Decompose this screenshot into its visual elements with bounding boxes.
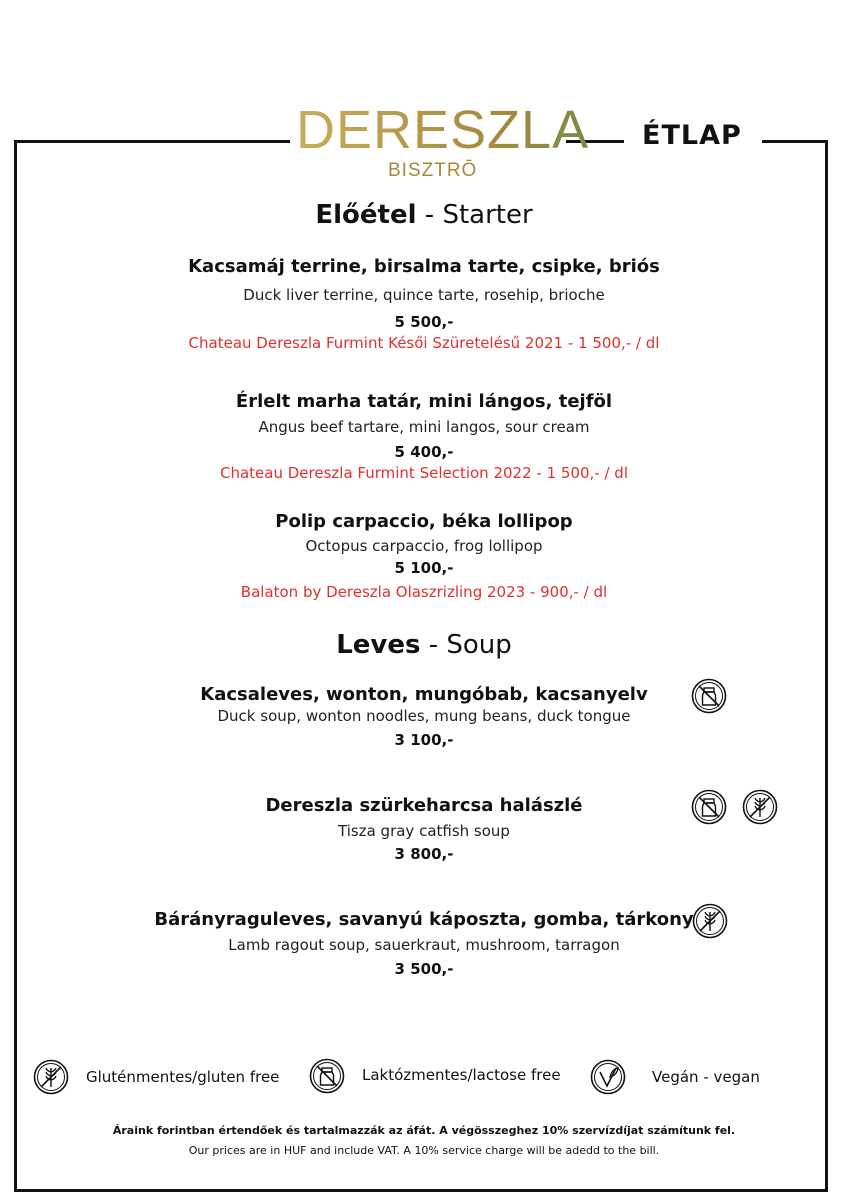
brand-logo — [296, 100, 590, 190]
dish-name: Polip carpaccio, béka lollipop — [275, 511, 573, 532]
dish-name: Bárányraguleves, savanyú káposzta, gomba, tárkony — [154, 909, 694, 930]
wine-pairing: Chateau Dereszla Furmint Késői Szüretelésű 2021 - 1 500,- / dl — [188, 334, 660, 352]
dish-name: Dereszla szürkeharcsa halászlé — [265, 795, 583, 816]
dish-name: Kacsaleves, wonton, mungóbab, kacsanyelv — [200, 684, 648, 705]
dish-price: 3 100,- — [394, 731, 454, 749]
brand-wordmark: DERESZLA — [296, 100, 590, 160]
dish-price: 3 500,- — [394, 960, 454, 978]
legend-gluten-free: Gluténmentes/gluten free — [86, 1068, 280, 1086]
dish-description: Angus beef tartare, mini langos, sour cream — [258, 418, 590, 436]
dish-price: 3 800,- — [394, 845, 454, 863]
gluten-free-icon — [742, 789, 778, 825]
section-title-soup — [0, 630, 848, 660]
section-title-separator: - — [416, 200, 443, 230]
gluten-free-icon — [692, 903, 728, 939]
vegan-icon — [590, 1059, 626, 1095]
footer-note-hu: Áraink forintban értendőek és tartalmazzák az áfát. A végösszeghez 10% szervízdíjat számítunk fel. — [112, 1124, 736, 1137]
section-title-en: Starter — [442, 200, 533, 230]
dish-description: Tisza gray catfish soup — [338, 822, 510, 840]
section-title-hu: Leves — [336, 630, 421, 660]
brand-subtitle: BISZTRŌ — [388, 160, 478, 181]
lactose-free-icon — [309, 1058, 345, 1094]
dish-price: 5 400,- — [394, 443, 454, 461]
legend-lactose-free: Laktózmentes/lactose free — [362, 1066, 561, 1084]
frame-top-right — [762, 140, 828, 143]
frame-top-left — [14, 140, 290, 143]
frame-bottom — [14, 1189, 828, 1192]
dish-description: Duck liver terrine, quince tarte, rosehip, brioche — [243, 286, 605, 304]
section-title-en: Soup — [446, 630, 512, 660]
section-title-hu: Előétel — [315, 200, 417, 230]
dish-price: 5 500,- — [394, 313, 454, 331]
gluten-free-icon — [33, 1059, 69, 1095]
dish-description: Octopus carpaccio, frog lollipop — [305, 537, 543, 555]
dish-description: Duck soup, wonton noodles, mung beans, duck tongue — [217, 707, 631, 725]
section-title-starter — [0, 200, 848, 230]
wine-pairing: Balaton by Dereszla Olaszrizling 2023 - 900,- / dl — [240, 583, 608, 601]
dish-name: Érlelt marha tatár, mini lángos, tejföl — [235, 391, 613, 412]
lactose-free-icon — [691, 789, 727, 825]
wine-pairing: Chateau Dereszla Furmint Selection 2022 - 1 500,- / dl — [220, 464, 628, 482]
lactose-free-icon — [691, 678, 727, 714]
legend-vegan: Vegán - vegan — [652, 1068, 760, 1086]
dish-name: Kacsamáj terrine, birsalma tarte, csipke, briós — [188, 256, 660, 277]
menu-title: ÉTLAP — [642, 120, 742, 151]
section-title-separator: - — [420, 630, 447, 660]
dish-price: 5 100,- — [394, 559, 454, 577]
dish-description: Lamb ragout soup, sauerkraut, mushroom, tarragon — [228, 936, 620, 954]
footer-note-en: Our prices are in HUF and include VAT. A 10% service charge will be adedd to the bill. — [188, 1144, 660, 1157]
